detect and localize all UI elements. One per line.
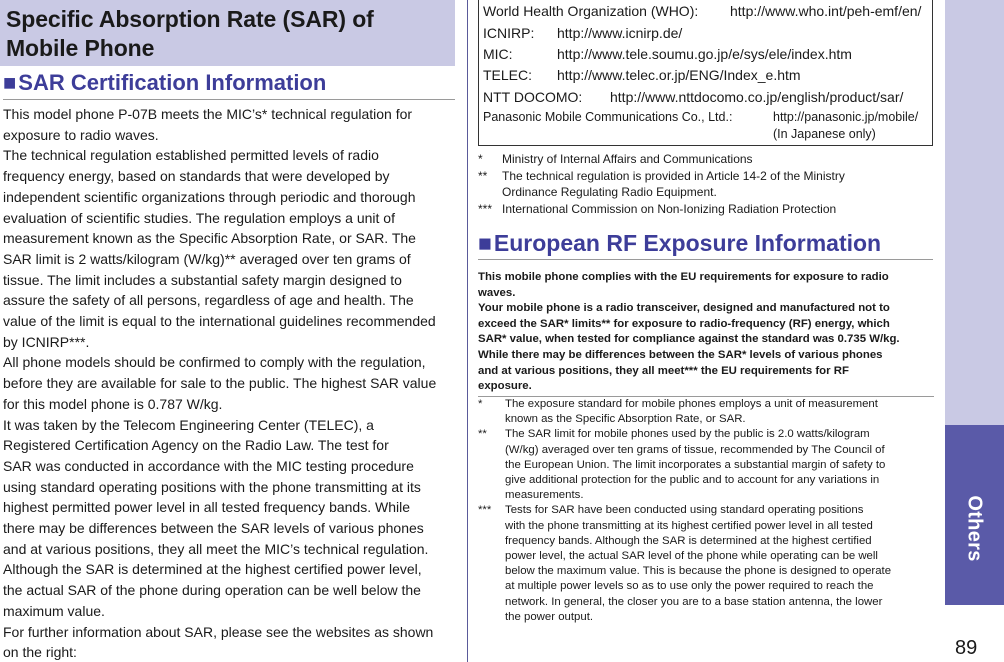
body-line: assure the safety of all persons, regardless of age and health. The <box>3 292 414 309</box>
footnote-line: at multiple power levels so as to use only the power required to reach the <box>505 580 874 593</box>
body-line: for this model phone is 0.787 W/kg. <box>3 395 223 412</box>
footnote-line: below the maximum value. This is because the phone is designed to operate <box>505 565 892 578</box>
footnote-item <box>478 427 934 503</box>
body-line: SAR was conducted in accordance with the MIC testing procedure <box>3 457 414 474</box>
footnote-line: measurements. <box>505 489 584 502</box>
side-tab-text: Others <box>963 494 986 562</box>
body-line: the actual SAR of the phone during operation can be well below the <box>3 582 421 599</box>
eu-footnotes <box>478 397 934 625</box>
body-line: This model phone P-07B meets the MIC’s* technical regulation for <box>3 106 413 122</box>
body-line: Although the SAR is determined at the highest certified power level, <box>3 561 422 578</box>
footnote-line: power level, the actual SAR level of the phone while operating can be well <box>505 550 878 563</box>
sar-footnotes <box>478 151 933 217</box>
footnote-line: Ordinance Regulating Radio Equipment. <box>502 185 717 199</box>
footnote-mark: ** <box>478 168 488 183</box>
website-url[interactable]: http://www.telec.or.jp/ENG/Index_e.htm <box>557 67 801 83</box>
footnote-line: (W/kg) averaged over ten grams of tissue, recommended by The Council of <box>505 443 885 456</box>
website-url[interactable]: http://www.nttdocomo.co.jp/english/product/sar/ <box>610 89 904 105</box>
section-heading-eu-text: European RF Exposure Information <box>493 230 882 256</box>
footnote-line: Ministry of Internal Affairs and Communications <box>502 152 753 166</box>
website-label: Panasonic Mobile Communications Co., Ltd.: <box>483 110 733 124</box>
body-line: and at various positions, they all meet the MIC’s technical regulation. <box>3 540 429 557</box>
footnote-item <box>478 503 934 625</box>
footnote-line: the power output. <box>505 610 594 623</box>
website-url[interactable]: http://panasonic.jp/mobile/ <box>773 110 919 124</box>
website-note: (In Japanese only) <box>773 127 876 141</box>
eu-line: Your mobile phone is a radio transceiver, designed and manufactured not to <box>478 302 890 315</box>
footnote-item <box>478 168 933 201</box>
section-heading-sar-text: SAR Certification Information <box>18 70 327 95</box>
footnote-item <box>478 397 934 427</box>
body-line: by ICNIRP***. <box>3 333 90 350</box>
footnote-item <box>478 151 933 168</box>
eu-line: SAR* value, when tested for compliance against the standard was 0.735 W/kg. <box>478 333 900 346</box>
website-table <box>478 0 933 146</box>
footnote-line: known as the Specific Absorption Rate, or SAR. <box>505 413 746 426</box>
website-label: TELEC: <box>483 67 533 83</box>
body-line: independent scientific organizations through periodic and thorough <box>3 188 416 205</box>
website-url[interactable]: http://www.tele.soumu.go.jp/e/sys/ele/index.htm <box>557 46 852 62</box>
body-line: maximum value. <box>3 602 105 619</box>
website-label: ICNIRP: <box>483 25 535 41</box>
body-line: For further information about SAR, please see the websites as shown <box>3 623 434 640</box>
footnote-line: The technical regulation is provided in Article 14-2 of the Ministry <box>502 168 845 183</box>
footnote-mark: * <box>478 152 483 166</box>
body-line: measurement known as the Specific Absorption Rate, or SAR. The <box>3 230 416 247</box>
website-url[interactable]: http://www.who.int/peh-emf/en/ <box>730 3 922 19</box>
footnote-line: network. In general, the closer you are to a base station antenna, the lower <box>505 595 883 608</box>
page-title-box <box>0 0 455 66</box>
body-line: before they are available for sale to the public. The highest SAR value <box>3 375 437 392</box>
website-url[interactable]: http://www.icnirp.de/ <box>557 25 683 41</box>
page-number: 89 <box>955 637 978 659</box>
footnote-item <box>478 201 933 218</box>
square-bullet-icon: ■ <box>3 70 17 95</box>
eu-line: and at various positions, they all meet*** the EU requirements for RF <box>478 364 849 377</box>
eu-line: exposure. <box>478 380 532 393</box>
body-line: Registered Certification Agency on the Radio Law. The test for <box>3 437 389 454</box>
page-title-line-1: Specific Absorption Rate (SAR) of <box>6 6 374 32</box>
eu-line: This mobile phone complies with the EU requirements for exposure to radio <box>478 271 889 283</box>
footnote-mark: * <box>478 398 483 410</box>
side-tab-label <box>957 488 991 568</box>
footnote-mark: ** <box>478 428 487 441</box>
footnote-line: frequency bands. Although the SAR is determined at the highest certified <box>505 534 872 547</box>
body-line: The technical regulation established permitted levels of radio <box>3 147 379 164</box>
body-line: exposure to radio waves. <box>3 126 159 143</box>
body-line: SAR limit is 2 watts/kilogram (W/kg)** averaged over ten grams of <box>3 250 411 267</box>
footnote-line: The SAR limit for mobile phones used by the public is 2.0 watts/kilogram <box>505 428 870 441</box>
body-line: evaluation of scientific studies. The regulation employs a unit of <box>3 209 395 226</box>
website-label: MIC: <box>483 46 513 62</box>
body-line: on the right: <box>3 644 77 661</box>
body-line: highest permitted power level in all tested frequency bands. While <box>3 499 410 516</box>
body-line: using standard operating positions with the phone transmitting at its <box>3 478 421 495</box>
eu-statement <box>478 270 934 397</box>
page-title-line-2: Mobile Phone <box>6 35 155 61</box>
eu-line: exceed the SAR* limits** for exposure to radio-frequency (RF) energy, which <box>478 317 890 330</box>
footnote-line: International Commission on Non-Ionizing Radiation Protection <box>502 201 837 216</box>
footnote-mark: *** <box>478 504 492 517</box>
body-line: value of the limit is equal to the international guidelines recommended <box>3 313 436 330</box>
footnote-line: Tests for SAR have been conducted using standard operating positions <box>505 504 864 517</box>
body-line: there may be differences between the SAR levels of various phones <box>3 520 424 537</box>
footnote-line: the European Union. The limit incorporates a substantial margin of safety to <box>505 458 886 471</box>
website-label: NTT DOCOMO: <box>483 89 583 105</box>
footnote-line: give additional protection for the public and to account for any variations in <box>505 474 880 487</box>
footnote-line: The exposure standard for mobile phones employs a unit of measurement <box>505 398 878 410</box>
section-heading-sar <box>3 70 455 100</box>
body-line: tissue. The limit includes a substantial safety margin designed to <box>3 271 402 288</box>
body-line: It was taken by the Telecom Engineering Center (TELEC), a <box>3 416 374 433</box>
column-divider <box>467 0 468 662</box>
body-line: frequency energy, based on standards that were developed by <box>3 168 390 185</box>
section-heading-eu <box>478 230 933 260</box>
square-bullet-icon: ■ <box>478 230 492 256</box>
eu-line: While there may be differences between the SAR* levels of various phones <box>478 348 883 361</box>
body-line: All phone models should be confirmed to comply with the regulation, <box>3 354 426 371</box>
footnote-line: with the phone transmitting at its highest certified power level in all tested <box>505 519 873 532</box>
eu-line: waves. <box>478 286 516 299</box>
footnote-mark: *** <box>478 201 493 216</box>
website-label: World Health Organization (WHO): <box>483 3 699 19</box>
sar-body-text <box>3 104 457 662</box>
